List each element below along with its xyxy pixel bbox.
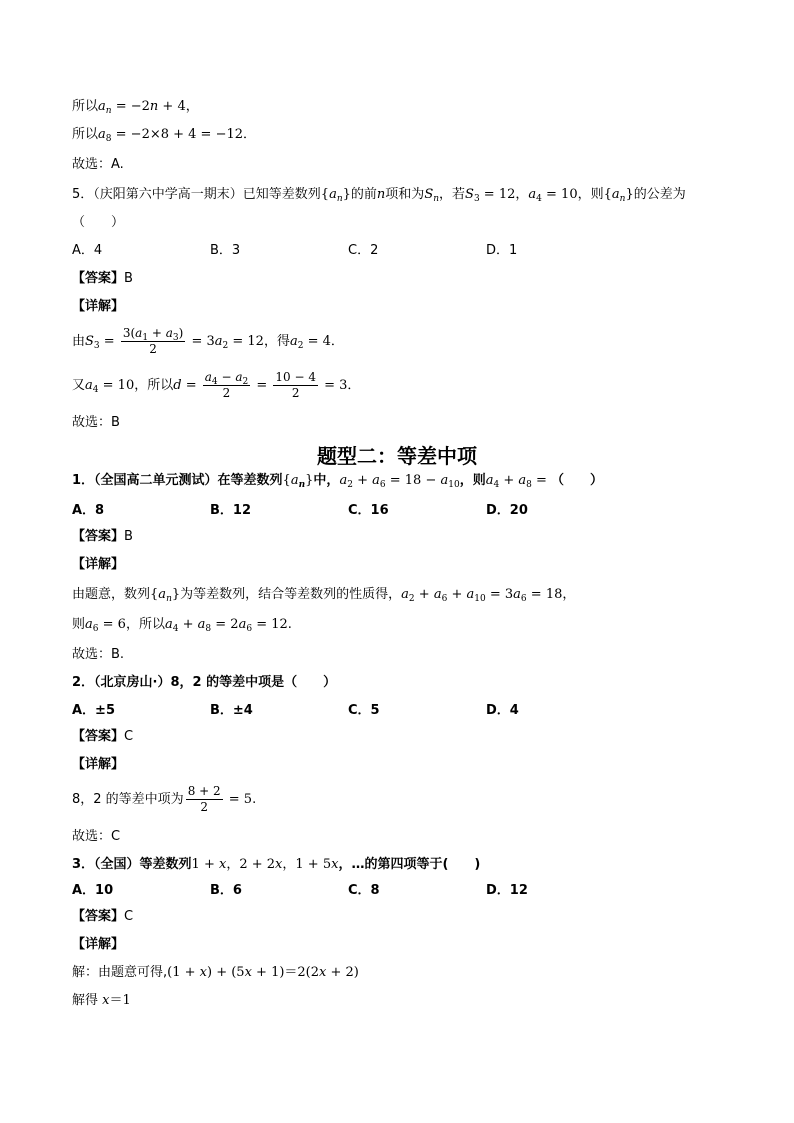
section-heading: 题型二：等差中项	[317, 444, 477, 468]
q3-option-b: B．6	[210, 883, 242, 898]
question-2: 2．（北京房山·）8，2 的等差中项是（ ）	[72, 675, 337, 690]
q2-option-b: B．±4	[210, 703, 253, 718]
question-3: 3．（全国）等差数列1 + x，2 + 2x，1 + 5x，…的第四项等于( )	[72, 857, 481, 872]
q3-option-d: D．12	[486, 883, 528, 898]
q1-option-b: B．12	[210, 503, 251, 518]
p5-step-2: 又$a_4 = 10$，所以d = $\frac{a_4 - a_2}{2}$ = $\frac{10 - 4}{2}$ = 3．	[72, 370, 361, 400]
q3-step-2: 解得 x＝1	[72, 993, 131, 1008]
q3-option-c: C．8	[348, 883, 380, 898]
q3-answer: 【答案】C	[72, 909, 134, 924]
q1-option-d: D．20	[486, 503, 528, 518]
q3-step-1: 解：由题意可得,(1 + x) + (5x + 1)＝2(2x + 2)	[72, 965, 359, 980]
problem-5: 5．（庆阳第六中学高一期末）已知等差数列$\{a_n\}$的前n项和为$S_n$，若$S_3 = 12$，$a_4 = 10$，则$\{a_n\}$的公差为	[72, 187, 686, 204]
problem-5-paren: （ ）	[72, 215, 125, 230]
q2-option-c: C．5	[348, 703, 380, 718]
p5-answer: 【答案】B	[72, 271, 133, 286]
line-an: 所以$a_n = -2n + 4$，	[72, 99, 199, 116]
q3-option-a: A．10	[72, 883, 114, 898]
line-a8: 所以$a_8 = -2\times 8 + 4 = -12$．	[72, 127, 257, 144]
p5-option-a: A．4	[72, 243, 103, 258]
q1-answer: 【答案】B	[72, 529, 133, 544]
q1-choice-b: 故选：B.	[72, 647, 125, 662]
q2-choice-c: 故选：C	[72, 829, 121, 844]
p5-detail-label: 【详解】	[72, 299, 125, 314]
q2-answer: 【答案】C	[72, 729, 134, 744]
q1-step-1: 由题意，数列$\{a_n\}$为等差数列，结合等差数列的性质得，$a_2 + a_6 + a_{10} = 3a_6 = 18$，	[72, 587, 576, 604]
question-1: 1．（全国高二单元测试）在等差数列$\{a_n\}$中，$a_2 + a_6 = 18 - a_{10}$，则$a_4 + a_8$ = （ ）	[72, 473, 604, 490]
p5-option-b: B．3	[210, 243, 241, 258]
p5-option-c: C．2	[348, 243, 379, 258]
q2-detail-label: 【详解】	[72, 757, 125, 772]
q1-option-a: A．8	[72, 503, 105, 518]
q2-option-d: D．4	[486, 703, 519, 718]
q3-detail-label: 【详解】	[72, 937, 125, 952]
p5-step-1: 由$S_3$ = $\frac{3(a_1 + a_3)}{2}$ = $3a_2 = 12$，得$a_2 = 4$．	[72, 326, 344, 356]
p5-option-d: D．1	[486, 243, 518, 258]
q1-step-2: 则$a_6 = 6$，所以$a_4 + a_8 = 2a_6 = 12$.	[72, 617, 292, 634]
q1-option-c: C．16	[348, 503, 389, 518]
line-choice-a: 故选：A.	[72, 157, 124, 172]
p5-choice-b: 故选：B	[72, 415, 120, 430]
q2-option-a: A．±5	[72, 703, 115, 718]
q2-step-1: 8，2 的等差中项为 $\frac{8 + 2}{2}$ = 5.	[72, 784, 257, 814]
q1-detail-label: 【详解】	[72, 557, 125, 572]
